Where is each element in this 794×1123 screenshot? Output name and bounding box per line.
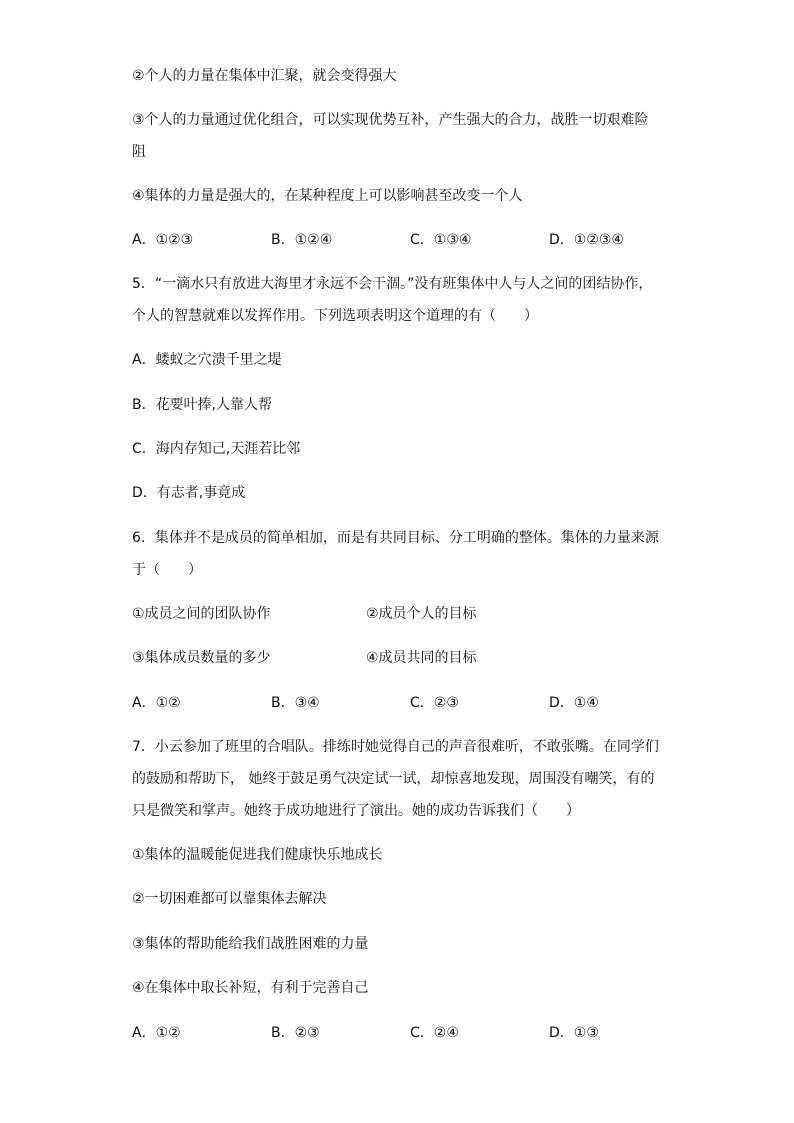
- q6-option-a[interactable]: A．①②: [132, 695, 181, 711]
- q7-stem-line1: 7．小云参加了班里的合唱队。排练时她觉得自己的声音很难听，不敢张嘴。在同学们: [132, 739, 659, 755]
- q7-statement-2: ②一切困难都可以靠集体去解决: [132, 891, 327, 907]
- q4-option-d[interactable]: D．①②③④: [549, 232, 624, 248]
- q6-statement-1: ①成员之间的团队协作: [132, 606, 271, 622]
- q5-option-a[interactable]: A．蝼蚁之穴溃千里之堤: [132, 352, 282, 368]
- q5-stem-line2: 个人的智慧就难以发挥作用。下列选项表明这个道理的有（ ）: [132, 308, 538, 324]
- q5-stem-line1: 5．“一滴水只有放进大海里才永远不会干涸。”没有班集体中人与人之间的团结协作，: [132, 276, 653, 292]
- q7-statement-4: ④在集体中取长补短，有利于完善自己: [132, 980, 369, 996]
- q6-statement-3: ③集体成员数量的多少: [132, 650, 271, 666]
- q6-option-d[interactable]: D．①④: [549, 695, 599, 711]
- q7-option-c[interactable]: C．②④: [410, 1025, 459, 1041]
- q6-statement-4: ④成员共同的目标: [366, 650, 477, 666]
- q4-option-b[interactable]: B．①②④: [271, 232, 333, 248]
- q6-option-c[interactable]: C．②③: [410, 695, 459, 711]
- q5-option-c[interactable]: C．海内存知己,天涯若比邻: [132, 441, 301, 457]
- q5-option-d[interactable]: D．有志者,事竟成: [132, 485, 246, 501]
- q6-stem-line1: 6．集体并不是成员的简单相加，而是有共同目标、分工明确的整体。集体的力量来源: [132, 530, 659, 546]
- q7-option-b[interactable]: B．②③: [271, 1025, 320, 1041]
- q5-option-b[interactable]: B．花要叶捧,人靠人帮: [132, 397, 273, 413]
- q7-stem-line3: 只是微笑和掌声。她终于成功地进行了演出。她的成功告诉我们（ ）: [132, 803, 580, 819]
- q6-stem-line2: 于（ ）: [132, 562, 202, 578]
- q6-statement-2: ②成员个人的目标: [366, 606, 477, 622]
- q7-statement-3: ③集体的帮助能给我们战胜困难的力量: [132, 936, 369, 952]
- q4-statement-3-line1: ③个人的力量通过优化组合，可以实现优势互补，产生强大的合力，战胜一切艰难险: [132, 112, 649, 128]
- q7-statement-1: ①集体的温暖能促进我们健康快乐地成长: [132, 847, 383, 863]
- q4-option-c[interactable]: C．①③④: [410, 232, 472, 248]
- q7-stem-line2: 的鼓励和帮助下， 她终于鼓足勇气决定试一试，却惊喜地发现，周围没有嘲笑，有的: [132, 771, 655, 787]
- q6-option-b[interactable]: B．③④: [271, 695, 320, 711]
- q4-statement-4: ④集体的力量是强大的，在某种程度上可以影响甚至改变一个人: [132, 188, 523, 204]
- q7-option-d[interactable]: D．①③: [549, 1025, 599, 1041]
- q4-statement-2: ②个人的力量在集体中汇聚，就会变得强大: [132, 68, 397, 84]
- q7-option-a[interactable]: A．①②: [132, 1025, 181, 1041]
- q4-statement-3-line2: 阻: [132, 144, 146, 160]
- q4-option-a[interactable]: A．①②③: [132, 232, 194, 248]
